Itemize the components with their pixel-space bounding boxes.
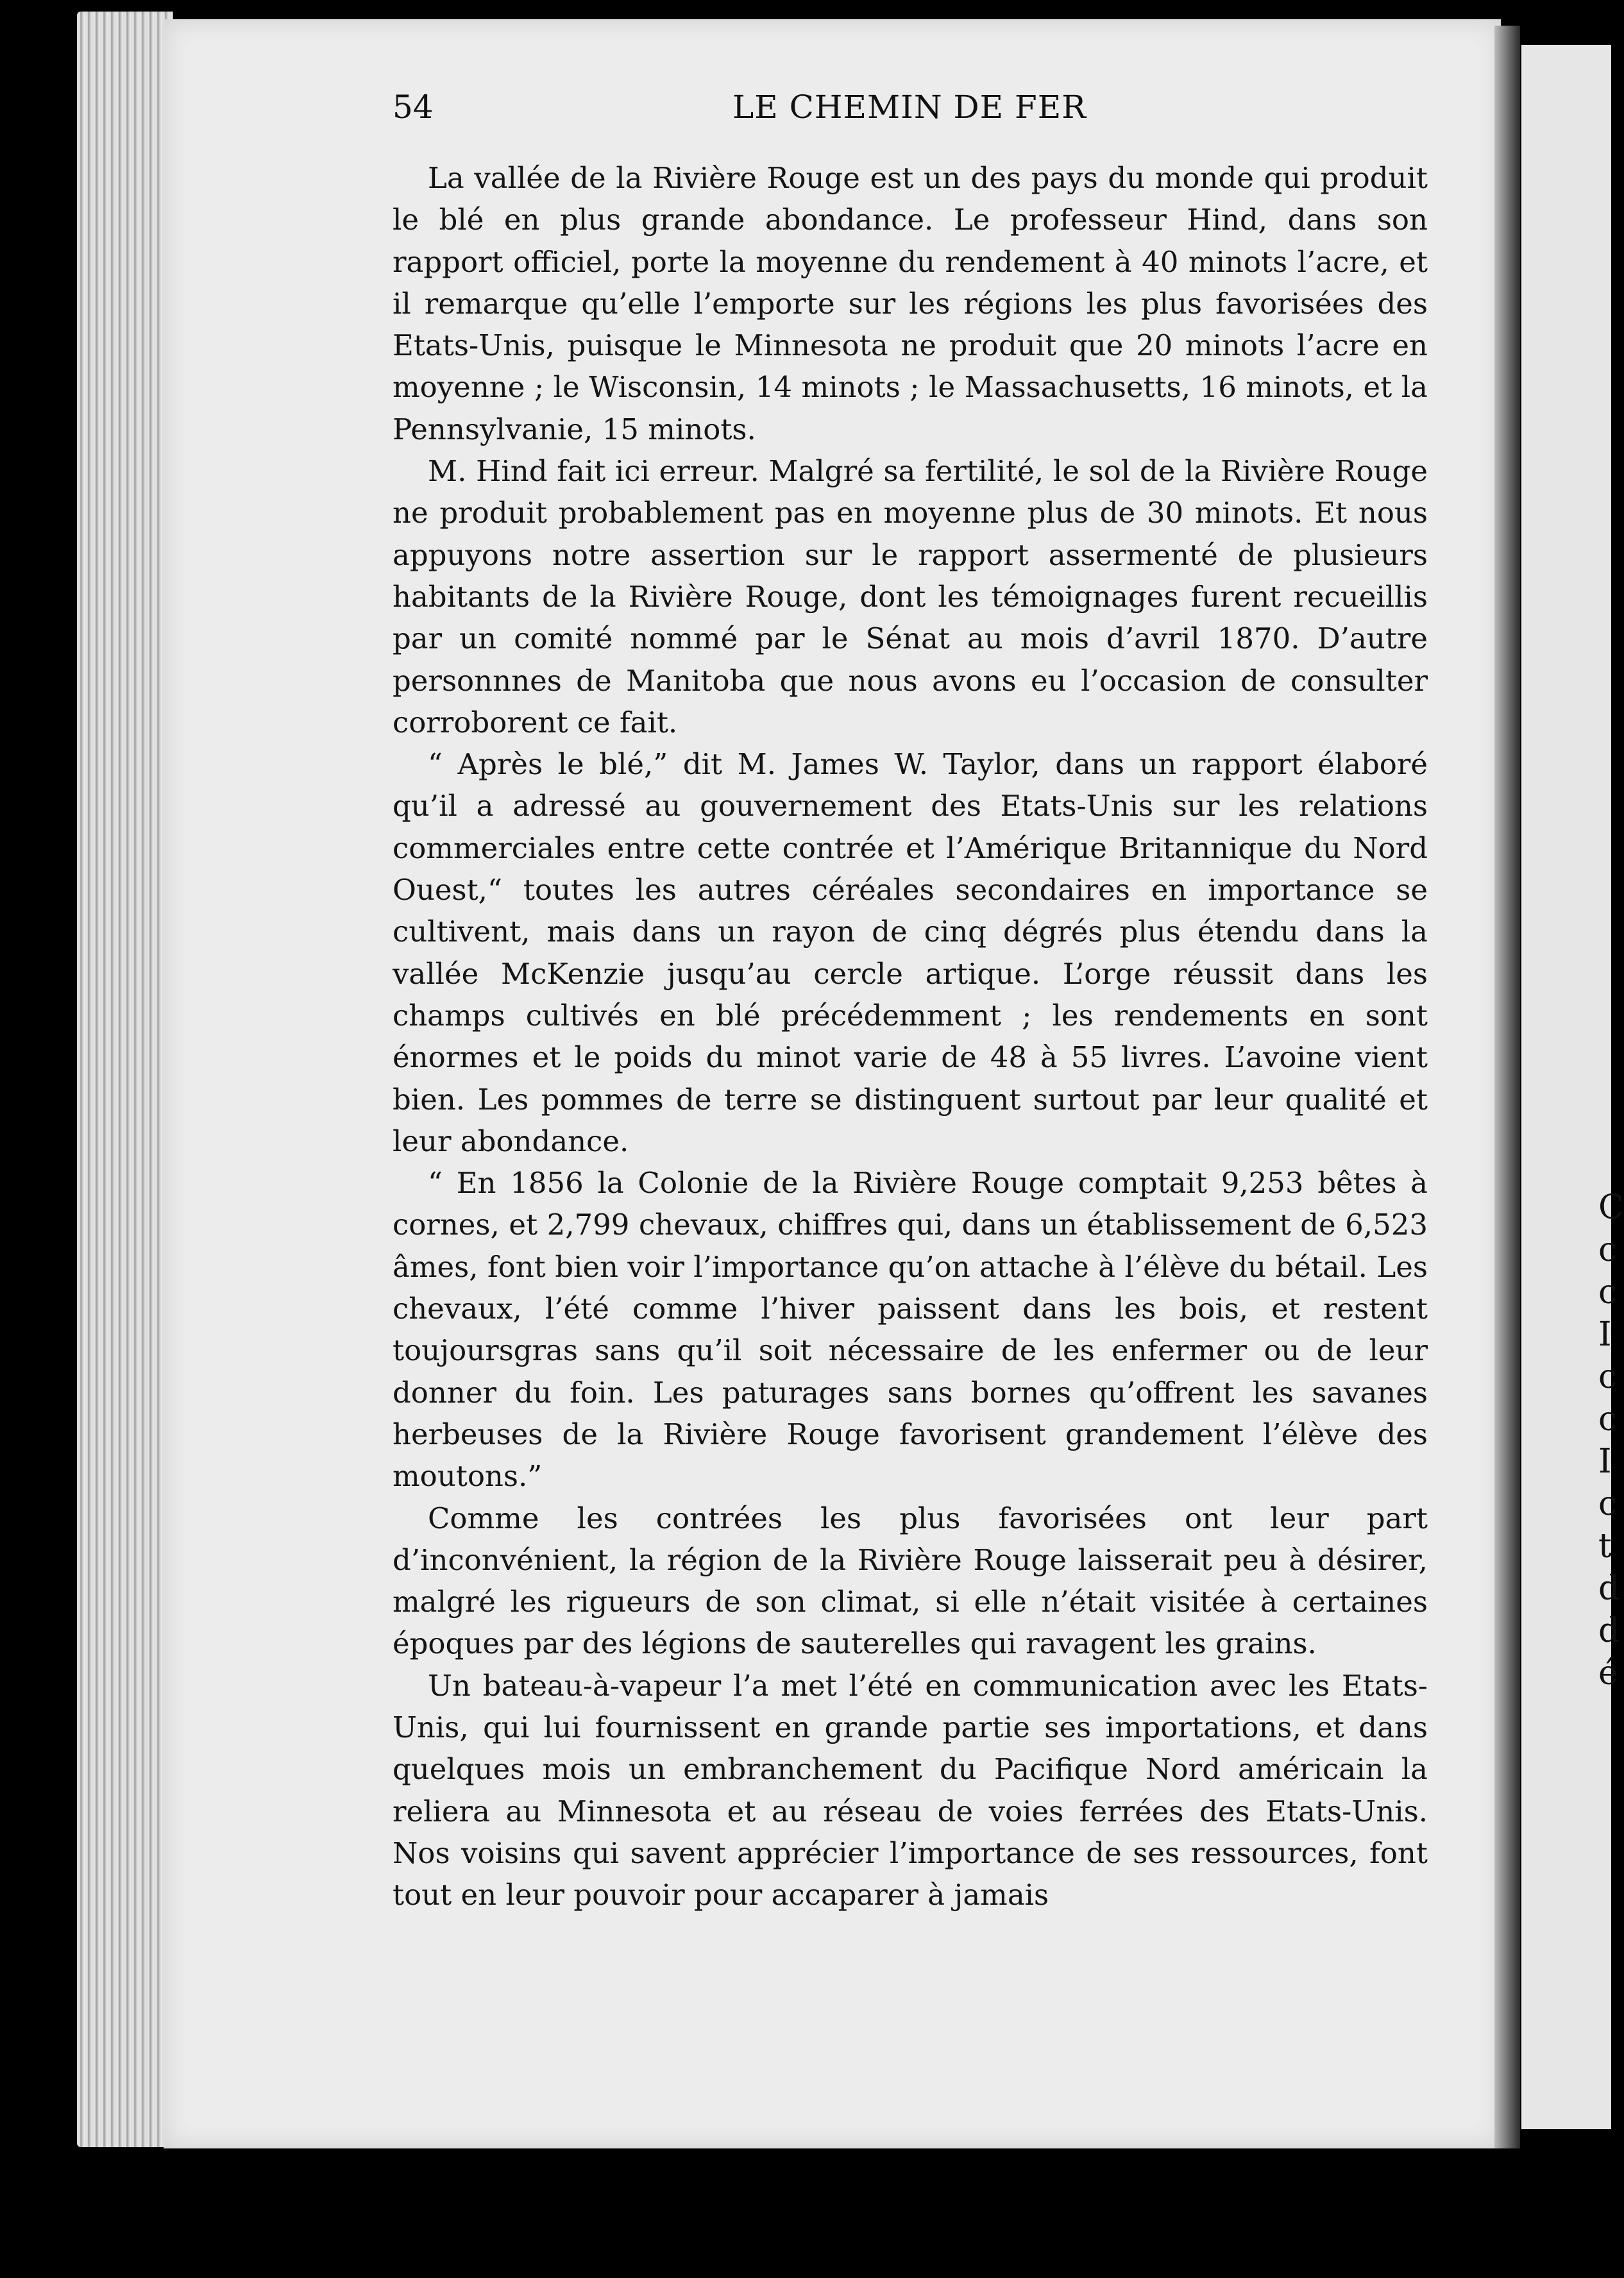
edge-letter: c <box>1598 1400 1618 1439</box>
paragraph: “ En 1856 la Colonie de la Rivière Rouge comptait 9,253 bêtes à cornes, et 2,799 chevaux, chiffres qui, dans un établissement de 6,523 âmes, font bien voir l’importance qu’on attache à l’élève du bétail. Les chevaux, l’été comme l’hiver paissent dans les bois, et restent toujoursgras sans qu’il soit nécessaire de les enfermer ou de leur donner du foin. Les paturages sans bornes qu’offrent les savanes herbeuses de la Rivière Rouge favorisent grandement l’élève des moutons.” <box>393 1166 1428 1494</box>
edge-letter: c <box>1598 1231 1618 1269</box>
edge-letter: I <box>1598 1315 1612 1354</box>
page-gutter-shadow <box>1494 26 1520 2148</box>
edge-letter: c <box>1598 1358 1618 1396</box>
edge-letter: d <box>1598 1612 1620 1650</box>
page-stack-edge <box>77 12 173 2147</box>
edge-letter: d <box>1598 1569 1620 1608</box>
page-header <box>393 89 1438 133</box>
edge-letter: é <box>1598 1654 1618 1692</box>
edge-letter: t <box>1598 1527 1612 1565</box>
page-number: 54 <box>393 89 434 126</box>
paragraph: Comme les contrées les plus favorisées ont leur part d’inconvénient, la région de la Rivière Rouge laisserait peu à désirer, malgré les rigueurs de son climat, si elle n’était visitée à certaines époques par des légions de sauterelles qui ravagent les grains. <box>393 1501 1428 1661</box>
running-title: LE CHEMIN DE FER <box>732 89 1087 126</box>
next-page-edge <box>1521 45 1624 2129</box>
edge-letter: I <box>1598 1442 1612 1481</box>
paragraph: La vallée de la Rivière Rouge est un des pays du monde qui produit le blé en plus grande abondance. Le professeur Hind, dans son rapport officiel, porte la moyenne du rendement à 40 minots l’acre, et il remarque qu’elle l’emporte sur les régions les plus favorisées des Etats-Unis, puisque le Minnesota ne produit que 20 minots l’acre en moyenne ; le Wisconsin, 14 minots ; le Massachusetts, 16 minots, et la Pennsylvanie, 15 minots. <box>393 161 1428 446</box>
edge-letter: C <box>1598 1188 1624 1227</box>
paragraph: Un bateau-à-vapeur l’a met l’été en communication avec les Etats-Unis, qui lui fournissent en grande partie ses importations, et dans quelques mois un embranchement du Pacifique Nord américain la reliera au Minnesota et au réseau de voies ferrées des Etats-Unis. Nos voisins qui savent apprécier l’importance de ses ressources, font tout en leur pouvoir pour accaparer à jamais <box>393 1668 1428 1912</box>
next-page-edge-text <box>1598 1186 1624 1694</box>
edge-letter: c <box>1598 1273 1618 1312</box>
edge-letter: c <box>1598 1485 1618 1523</box>
paragraph: M. Hind fait ici erreur. Malgré sa fertilité, le sol de la Rivière Rouge ne produit probablement pas en moyenne plus de 30 minots. Et nous appuyons notre assertion sur le rapport assermenté de plusieurs habitants de la Rivière Rouge, dont les témoignages furent recueillis par un comité nommé par le Sénat au mois d’avril 1870. D’autre personnnes de Manitoba que nous avons eu l’occasion de consulter corroborent ce fait. <box>393 454 1428 739</box>
paragraph: “ Après le blé,” dit M. James W. Taylor, dans un rapport élaboré qu’il a adressé au gouvernement des Etats-Unis sur les relations commerciales entre cette contrée et l’Amérique Britannique du Nord Ouest,“ toutes les autres céréales secondaires en importance se cultivent, mais dans un rayon de cinq dégrés plus étendu dans la vallée McKenzie jusqu’au cercle artique. L’orge réussit dans les champs cultivés en blé précédemment ; les rendements en sont énormes et le poids du minot varie de 48 à 55 livres. L’avoine vient bien. Les pommes de terre se distinguent surtout par leur qualité et leur abondance. <box>393 747 1428 1158</box>
body-text <box>393 157 1428 1916</box>
